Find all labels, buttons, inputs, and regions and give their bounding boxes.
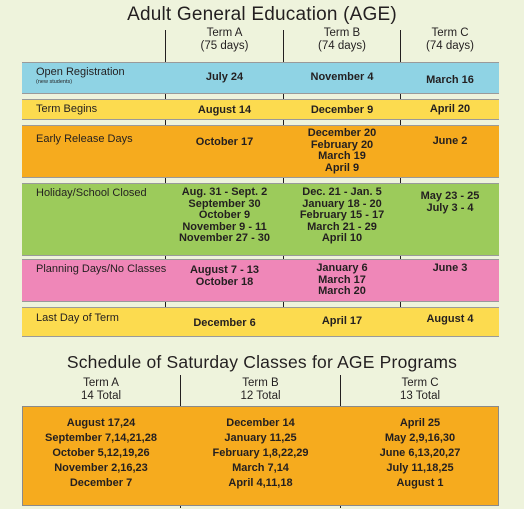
cell-term-a: October 17 xyxy=(195,136,254,148)
cell-term-c: May 23 - 25 July 3 - 4 xyxy=(420,190,480,214)
cell-term-b: Dec. 21 - Jan. 5 January 18 - 20 February 15 - 17 March 21 - 29 April 10 xyxy=(299,186,385,244)
cell-term-b: January 6 March 17 March 20 xyxy=(316,262,368,297)
cell-term-c: March 16 xyxy=(426,74,474,86)
row-label: Last Day of Term xyxy=(36,312,119,324)
term-c-header: Term C (74 days) xyxy=(426,27,474,52)
cell-term-b: November 4 xyxy=(310,71,374,83)
row-label: Holiday/School Closed xyxy=(36,187,147,199)
cell-term-a: July 24 xyxy=(205,71,244,83)
saturday-title: Schedule of Saturday Classes for AGE Programs xyxy=(66,352,458,372)
page-title: Adult General Education (AGE) xyxy=(127,4,397,25)
cell-term-c: April 20 xyxy=(429,103,471,115)
saturday-term-c-dates: April 25 May 2,9,16,30 June 6,13,20,27 July 11,18,25 August 1 xyxy=(379,417,461,489)
cell-term-c: August 4 xyxy=(426,313,474,325)
cell-term-a: August 7 - 13 October 18 xyxy=(189,264,260,288)
row-label: Open Registration (new students) xyxy=(36,66,125,85)
saturday-term-a-dates: August 17,24 September 7,14,21,28 October 5,12,19,26 November 2,16,23 December 7 xyxy=(45,417,157,489)
cell-term-b: December 20 February 20 March 19 April 9 xyxy=(307,127,377,174)
row-label: Term Begins xyxy=(36,103,98,115)
cell-term-a: August 14 xyxy=(197,104,252,116)
cell-term-c: June 3 xyxy=(432,262,468,274)
term-a-header: Term A (75 days) xyxy=(200,27,249,52)
saturday-term-c-header: Term C 13 Total xyxy=(399,377,441,402)
saturday-term-b-header: Term B 12 Total xyxy=(240,377,281,402)
row-label: Planning Days/No Classes xyxy=(36,263,167,275)
saturday-term-b-dates: December 14 January 11,25 February 1,8,22,29 March 7,14 April 4,11,18 xyxy=(212,417,309,489)
row-label: Early Release Days xyxy=(36,133,133,145)
term-b-header: Term B (74 days) xyxy=(318,27,366,52)
cell-term-a: December 6 xyxy=(193,317,256,329)
cell-term-c: June 2 xyxy=(432,135,468,147)
cell-term-a: Aug. 31 - Sept. 2 September 30 October 9 November 9 - 11 November 27 - 30 xyxy=(178,186,271,244)
cell-term-b: April 17 xyxy=(321,315,363,327)
cell-term-b: December 9 xyxy=(310,104,374,116)
saturday-term-a-header: Term A 14 Total xyxy=(80,377,122,402)
